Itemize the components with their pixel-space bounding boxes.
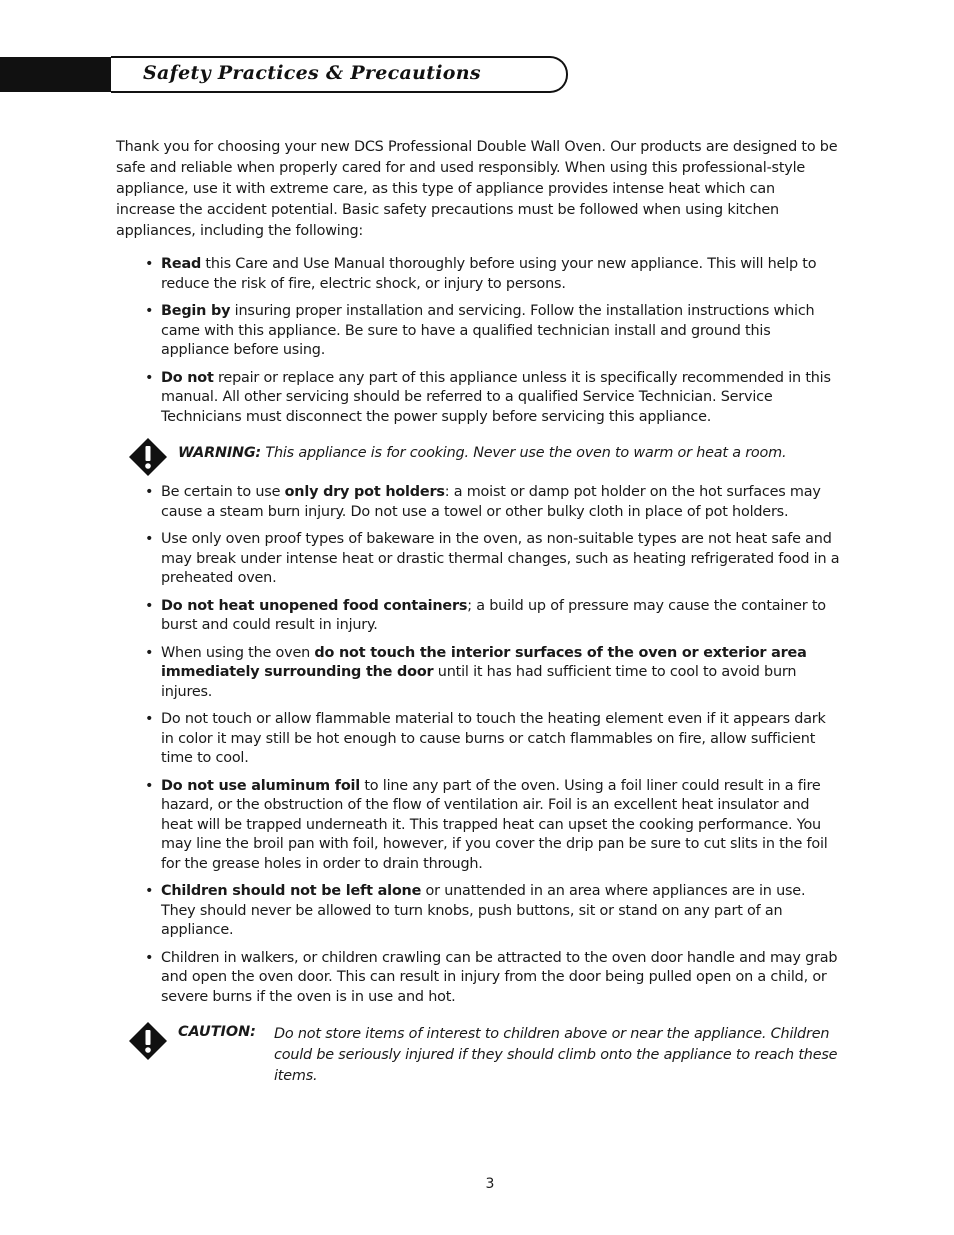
bullet-icon: • xyxy=(145,949,154,966)
list-item-bold: do not touch the interior surfaces of the oven or exterior area immediately surrounding the door xyxy=(161,644,807,680)
page-title: Safety Practices & Precautions xyxy=(143,62,481,84)
header-bar xyxy=(0,57,113,92)
list-item-text: until it has had sufficient time to cool to avoid burn injures. xyxy=(161,664,797,700)
list-item-bold: Do not heat unopened food containers xyxy=(161,597,468,614)
list-item-text: ; a build up of pressure may cause the container to burst and could result in injury. xyxy=(161,597,826,633)
bullet-icon: • xyxy=(145,303,154,319)
bullet-icon: • xyxy=(145,711,154,727)
safety-list-bottom xyxy=(116,483,841,1015)
warning-label: WARNING: xyxy=(178,445,261,461)
list-item xyxy=(116,255,841,294)
page-number: 3 xyxy=(485,1176,495,1192)
list-item-pre: Use only oven proof types of bakeware in the oven, as non-suitable types are not heat safe and may break under intense heat or drastic thermal changes, such as heating refrigerated food in a preheated oven. xyxy=(161,531,840,586)
list-item-text: or unattended in an area where appliances are in use. They should never be allowed to turn knobs, push buttons, sit or stand on any part of an appliance. xyxy=(161,883,806,938)
bullet-icon: • xyxy=(145,484,154,500)
warning-text: This appliance is for cooking. Never use the oven to warm or heat a room. xyxy=(261,445,787,461)
warning-text-row xyxy=(178,445,786,461)
list-item-text: : a moist or damp pot holder on the hot surfaces may cause a steam burn injury. Do not use a towel or other bulky cloth in place of pot holders. xyxy=(161,484,821,520)
caution-icon xyxy=(128,1021,168,1061)
bullet-icon: • xyxy=(145,256,154,272)
list-item-text: this Care and Use Manual thoroughly before using your new appliance. This will help to reduce the risk of fire, electric shock, or injury to persons. xyxy=(161,256,817,292)
list-item xyxy=(116,882,841,941)
list-item-pre: Do not touch or allow flammable material to touch the heating element even if it appears dark in color it may still be hot enough to cause burns or catch flammables on fire, allow sufficient time to cool. xyxy=(161,711,826,766)
list-item xyxy=(116,530,841,589)
list-item-bold: Do not xyxy=(161,369,214,386)
list-item-bold: Read xyxy=(161,256,202,272)
safety-list-top xyxy=(116,255,841,435)
list-item-bold: Children should not be left alone xyxy=(161,883,422,899)
bullet-icon: • xyxy=(145,644,154,661)
bullet-icon: • xyxy=(145,883,154,899)
list-item-bold: only dry pot holders xyxy=(284,484,445,500)
intro-paragraph: Thank you for choosing your new DCS Professional Double Wall Oven. Our products are designed to be safe and reliable when properly cared for and used responsibly. When using this professional-style appliance, use it with extreme care, as this type of appliance provides intense heat which can increase the accident potential. Basic safety precautions must be followed when using kitchen appliances, including the following: xyxy=(116,139,838,239)
list-item xyxy=(116,302,841,361)
list-item xyxy=(116,483,841,522)
list-item-pre: When using the oven xyxy=(161,644,315,661)
list-item-pre: Be certain to use xyxy=(161,484,285,500)
bullet-icon: • xyxy=(145,777,154,794)
list-item xyxy=(116,949,841,1008)
list-item xyxy=(116,369,841,428)
bullet-icon: • xyxy=(145,531,154,547)
list-item-bold: Begin by xyxy=(161,303,231,319)
list-item xyxy=(116,644,841,703)
list-item-text: insuring proper installation and servicing. Follow the installation instructions which came with this appliance. Be sure to have a qualified technician install and ground this appliance before using. xyxy=(161,303,815,358)
list-item xyxy=(116,777,841,875)
list-item-pre: Children in walkers, or children crawling can be attracted to the oven door handle and may grab and open the oven door. This can result in injury from the door being pulled open on a child, or severe burns if the oven is in use and hot. xyxy=(161,949,838,1005)
warning-icon xyxy=(128,437,168,477)
bullet-icon: • xyxy=(145,597,154,614)
list-item-text: repair or replace any part of this appliance unless it is specifically recommended in this manual. All other servicing should be referred to a qualified Service Technician. Service Technicians must disconnect the power supply before servicing this appliance. xyxy=(161,369,831,425)
list-item-bold: Do not use aluminum foil xyxy=(161,777,360,794)
caution-text: Do not store items of interest to children above or near the appliance. Children could be seriously injured if they should climb onto the appliance to reach these items. xyxy=(274,1026,838,1084)
caution-label: CAUTION: xyxy=(178,1024,256,1040)
list-item xyxy=(116,597,841,636)
list-item-text: to line any part of the oven. Using a foil liner could result in a fire hazard, or the obstruction of the flow of ventilation air. Foil is an excellent heat insulator and heat will be trapped underneath it. This trapped heat can upset the cooking performance. You may line the broil pan with foil, however, if you cover the drip pan be sure to cut slits in the foil for the grease holes in order to drain through. xyxy=(161,777,828,872)
list-item xyxy=(116,710,841,769)
bullet-icon: • xyxy=(145,369,154,386)
